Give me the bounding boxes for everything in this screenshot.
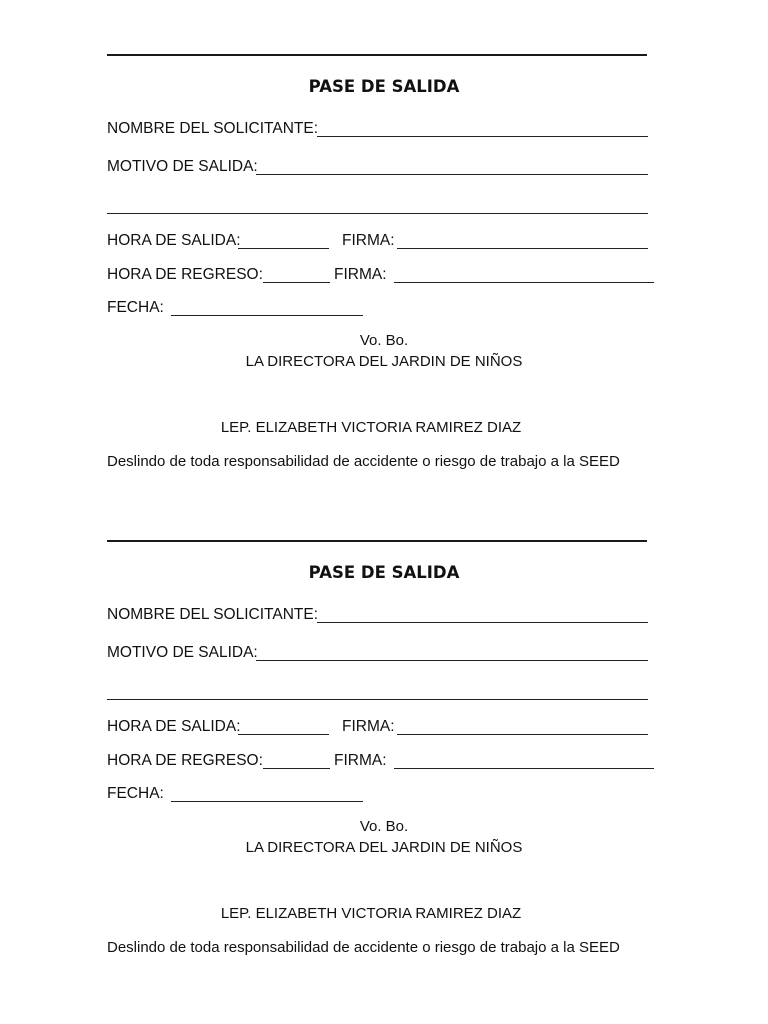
director-title: LA DIRECTORA DEL JARDIN DE NIÑOS: [245, 839, 523, 856]
director-name: LEP. ELIZABETH VICTORIA RAMIREZ DIAZ: [220, 419, 522, 436]
requester-name-line[interactable]: [317, 136, 648, 137]
exit-reason-label: MOTIVO DE SALIDA:: [107, 158, 258, 175]
exit-reason-label: MOTIVO DE SALIDA:: [107, 644, 258, 661]
vobo-text: Vo. Bo.: [359, 818, 409, 835]
requester-name-label: NOMBRE DEL SOLICITANTE:: [107, 606, 319, 623]
disclaimer-text: Deslindo de toda responsabilidad de accidente o riesgo de trabajo a la SEED: [107, 939, 620, 956]
return-signature-line[interactable]: [394, 282, 654, 283]
exit-time-line[interactable]: [238, 734, 329, 735]
return-time-label: HORA DE REGRESO:: [107, 266, 263, 283]
slip-title: PASE DE SALIDA: [308, 563, 460, 582]
slip-title: PASE DE SALIDA: [308, 77, 460, 96]
return-signature-label: FIRMA:: [334, 266, 387, 283]
date-line[interactable]: [171, 315, 363, 316]
exit-reason-line[interactable]: [256, 174, 648, 175]
exit-signature-label: FIRMA:: [342, 232, 395, 249]
exit-time-label: HORA DE SALIDA:: [107, 232, 241, 249]
date-label: FECHA:: [107, 785, 164, 802]
exit-time-label: HORA DE SALIDA:: [107, 718, 241, 735]
exit-time-line[interactable]: [238, 248, 329, 249]
return-signature-line[interactable]: [394, 768, 654, 769]
date-line[interactable]: [171, 801, 363, 802]
exit-reason-line[interactable]: [256, 660, 648, 661]
exit-signature-label: FIRMA:: [342, 718, 395, 735]
exit-reason-line-continued[interactable]: [107, 213, 648, 214]
exit-signature-line[interactable]: [397, 734, 648, 735]
top-separator-line: [107, 54, 647, 56]
return-time-line[interactable]: [263, 282, 330, 283]
exit-reason-line-continued[interactable]: [107, 699, 648, 700]
director-name: LEP. ELIZABETH VICTORIA RAMIREZ DIAZ: [220, 905, 522, 922]
director-title: LA DIRECTORA DEL JARDIN DE NIÑOS: [245, 353, 523, 370]
date-label: FECHA:: [107, 299, 164, 316]
return-time-label: HORA DE REGRESO:: [107, 752, 263, 769]
vobo-text: Vo. Bo.: [359, 332, 409, 349]
exit-pass-slip: [0, 486, 768, 972]
disclaimer-text: Deslindo de toda responsabilidad de accidente o riesgo de trabajo a la SEED: [107, 453, 620, 470]
exit-signature-line[interactable]: [397, 248, 648, 249]
requester-name-line[interactable]: [317, 622, 648, 623]
return-time-line[interactable]: [263, 768, 330, 769]
return-signature-label: FIRMA:: [334, 752, 387, 769]
top-separator-line: [107, 540, 647, 542]
exit-pass-slip: [0, 0, 768, 486]
requester-name-label: NOMBRE DEL SOLICITANTE:: [107, 120, 319, 137]
